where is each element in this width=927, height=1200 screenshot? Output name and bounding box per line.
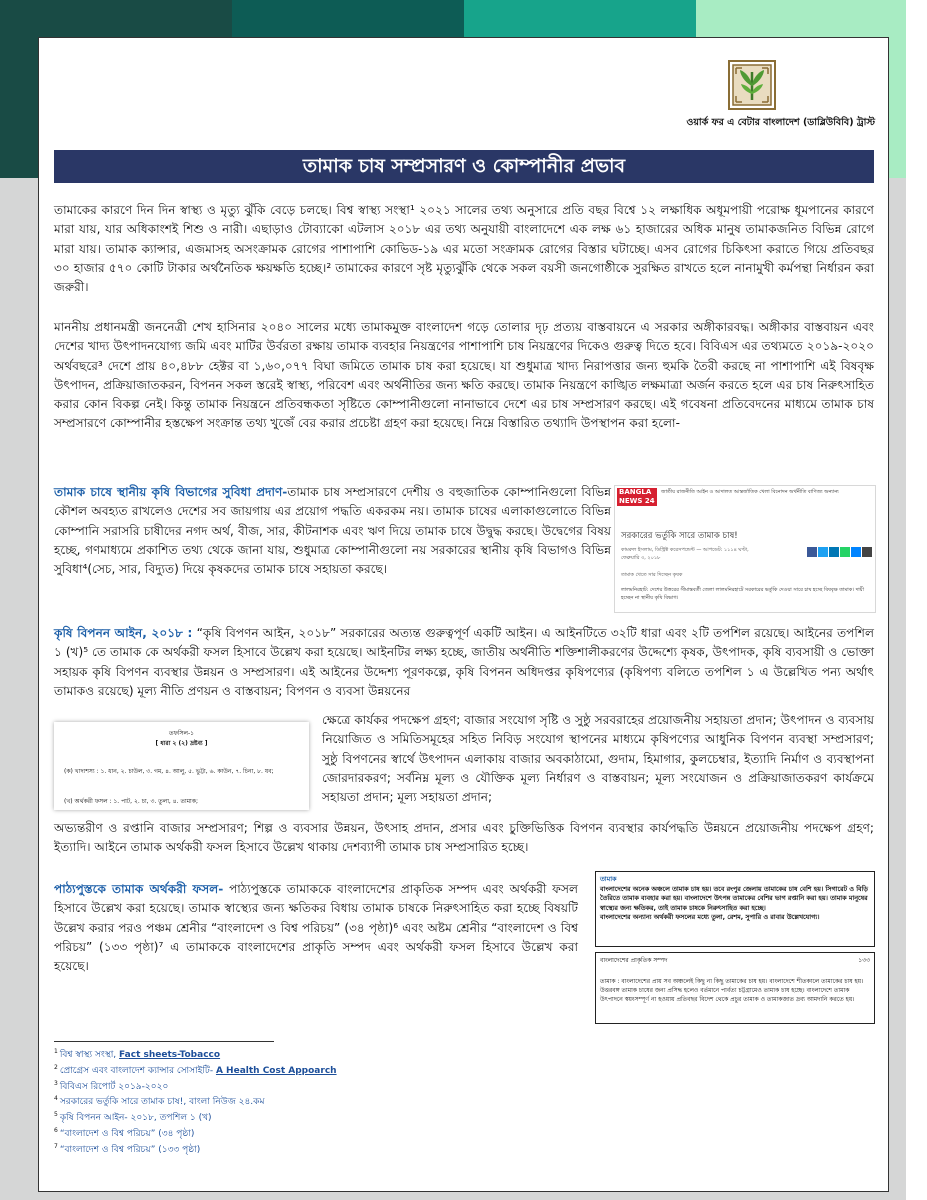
footnote: $^4$ সরকারের ভর্তুকি সারে তামাক চাষ!, বাংলা নিউজ ২৪.কম	[54, 1095, 265, 1108]
textbook-body: পাঠ্যপুস্তকে তামাককে বাংলাদেশের প্রাকৃতিক সম্পদ এবং অর্থকরী ফসল হিসাবে উল্লেখ করা হয়েছে। তামাক স্বাস্থ্যের জন্য ক্ষতিকর বিধায় তামাক চাষকে নিরুৎসাহিত করা হচ্ছে বিষয়টি উল্লেখ করার পরও পঞ্চম শ্রেনীর “বাংলাদেশ ও বিশ্ব পরিচয়” (৩৪ পৃষ্ঠা)⁶ এবং অষ্টম শ্রেনীর “বাংলাদেশ ও বিশ্ব পরিচয়” (১৩৩ পৃষ্ঠা)⁷ এ তামাককে বাংলাদেশের প্রাকৃতি সম্পদ এবং অর্থকরী ফসল হিসাবে উল্লেখ করা হয়েছে।	[54, 882, 579, 974]
footnote: $^6$ “বাংলাদেশ ও বিশ্ব পরিচয়” (৩৪ পৃষ্ঠা)	[54, 1126, 195, 1139]
agri-support-body: তামাক চাষ সম্প্রসারণে দেশীয় ও বহুজাতিক কোম্পানিগুলো বিভিন্ন কৌশল অবহ্যত রাখলেও দেশের সব জায়গায় এর প্রয়োগ পদ্ধতি একরকম নয়। তামাক চাষের এলাকাগুলোতে বিভিন্ন কোম্পানি সরাসরি চাষীদের নগদ অর্থ, বীজ, সার, কীটনাশক এবং ঋণ দিয়ে তামাক চাষে উদ্বুদ্ধ করছে। উদ্বেগের বিষয় হচ্ছে, গণমাধ্যমে প্রকাশিত তথ্য থেকে জানা যায়, শুধুমাত্র কোম্পানীগুলো নয় সরকারের স্থানীয় কৃষি বিভাগও বিভিন্ন সুবিধা⁴(সেচ, সার, বিদ্যুত) দিয়ে কৃষকদের তামাক চাষে সহায়তা করছে।	[54, 485, 611, 577]
linkedin-icon	[829, 547, 839, 557]
agri-support-heading: তামাক চাষে স্থানীয় কৃষি বিভাগের সুবিধা প্রদাণ-	[54, 485, 288, 499]
news-body-snippet: লালমনিরহাট: দেশের উত্তরের সীমান্তবর্তী জেলা লালমনিরহাটে সরকারের ভর্তুকি দেওয়া সারে চাষ হচ্ছে বিষবৃক্ষ তামাক। দায়ী হচ্ছেন না স্থানীয় কৃষি বিভাগ।	[621, 587, 865, 601]
share-icons	[807, 547, 873, 559]
schedule-row-cash-crop: (খ) অর্থকরী ফসল : ১. পাট, ২. চা, ৩. তুলা, ৪. তামাক;	[64, 798, 198, 805]
footnote: $^2$ প্রোগ্রেস এবং বাংলাদেশ ক্যান্সার সোসাইটি- A Health Cost Appoarch	[54, 1063, 337, 1076]
textbook-paragraph	[54, 880, 578, 976]
textbook-excerpt-title: তামাক	[600, 875, 617, 883]
textbook-excerpt-class5	[595, 871, 875, 947]
textbook-excerpt-class8	[595, 952, 875, 1024]
commitment-paragraph: মাননীয় প্রধানমন্ত্রী জননেত্রী শেখ হাসিনার ২০৪০ সালের মধ্যে তামাকমুক্ত বাংলাদেশ গড়ে তোলার দৃঢ় প্রত্যয় বাস্তবায়নে এ সরকার অঙ্গীকারবদ্ধ। অঙ্গীকার বাস্তবায়ন এবং দেশের খাদ্য উৎপাদনযোগ্য জমি এবং মাটির উর্বরতা রক্ষায় তামাক ব্যবহার নিয়ন্ত্রণের পাশাপাশি চাষ নিয়ন্ত্রণের দিকেও গুরুত্ব দিতে হবে। বিবিএস এর তথ্যমতে ২০১৯-২০২০ অর্থবছরে³ দেশে প্রায় ৪০,৪৮৮ হেক্টর বা ১,৬০,০৭৭ বিঘা জমিতে তামাক চাষ করা হয়েছে। যা শুধুমাত্র খাদ্য নিরাপত্তার জন্য হুমকি তৈরী করছে না পাশাপাশি এই বিষবৃক্ষ উৎপাদন, প্রক্রিয়াজাতকরন, বিপনন সকল স্তরেই স্বাস্থ্য, পরিবেশ এবং অর্থনীতির জন্য ক্ষতি করছে। তামাক নিয়ন্ত্রণে কাঙ্খিত লক্ষমাত্রা অর্জন করতে হলে এর চাষ নিরুৎসাহিত করার কোন বিকল্প নেই। কিন্তু তামাক নিয়ন্ত্রনে প্রতিবন্ধকতা সৃষ্টিতে কোম্পানীগুলো নানাভাবে দেশে এর চাষ সম্প্রসারণ করছে। এই গবেষনা প্রতিবেদনের মাধ্যমে তামাক চাষ সম্প্রসারণে কোম্পানীর হস্তক্ষেপ সংক্রান্ত তথ্য খুজেঁ বের করার প্রচেষ্টা গ্রহণ করা হয়েছে। নিম্নে বিস্তারিত তথ্যাদি উপস্থাপন করা হলো-	[54, 320, 874, 431]
textbook-excerpt-text2: বাংলাদেশের অন্যান্য অর্থকরী ফসলের মধ্যে তুলা, রেশম, সুপারি ও রাবার উল্লেখযোগ্য।	[600, 913, 820, 921]
wbb-logo-icon	[728, 60, 776, 110]
whatsapp-icon	[840, 547, 850, 557]
footnote-divider	[54, 1041, 274, 1042]
schedule-reference: [ ধারা ২ (২) দ্রষ্টব্য ]	[155, 740, 208, 747]
schedule-title: তফসিল-১	[168, 730, 195, 737]
intro-paragraph: তামাকের কারণে দিন দিন স্বাস্থ্য ও মৃত্যু ঝুঁকি বেড়ে চলছে। বিশ্ব স্বাস্থ্য সংস্থা¹ ২০২১ সালের তথ্য অনুসারে প্রতি বছর বিশ্বে ১২ লক্ষাধিক অধূমপায়ী পরোক্ষ ধূমপানের কারণে মারা যায়, যার অধিকাংশই শিশু ও নারী। এছাড়াও টোব্যাকো এটলাস ২০১৮ এর তথ্য অনুযায়ী বাংলাদেশে এক লক্ষ ৬১ হাজারের অধিক মানুষ তামাকজনিত বিভিন্ন রোগে মারা যায়। তামাক ক্যান্সার, এজমাসহ অসংক্রামক রোগের পাশাপাশি কোভিড-১৯ এর মতো সংক্রামক রোগের বিস্তার ঘটাচ্ছে। এসব রোগের চিকিৎসা করাতে গিয়ে প্রতিবছর ৩০ হাজার ৫৭০ কোটি টাকার অর্থনৈতিক ক্ষয়ক্ষতি হচ্ছে।² তামাকের কারণে সৃষ্ট মৃত্যুঝুঁকি থেকে সকল বয়সী জনগোষ্ঠীকে সুরক্ষিত রাখতে হলে নানামুখী কর্মপন্থা নির্ধারন করা জরুরী।	[54, 203, 874, 295]
news-menu: জাতীয় রাজনীতি আইন ও আদালত আন্তর্জাতিক খেলা বিনোদন অর্থনীতি বাণিজ্য অন্যান্য	[661, 489, 839, 495]
textbook-excerpt-text: বাংলাদেশের অনেক অঞ্চলে তামাক চাষ হয়। তবে রংপুর জেলায় তামাকের চাষ বেশি হয়। সিগারেট ও বিড়ি তৈরিতে তামাক ব্যবহার করা হয়। বাংলাদেশে উৎপন্ন তামাকের বেশির ভাগ রপ্তানি করা হয়। তামাক মানুষের স্বাস্থ্যের জন্য ক্ষতিকর, তাই তামাক চাষকে নিরুৎসাহিত করা হচ্ছে।	[600, 884, 868, 912]
footnote: $^3$ বিবিএস রিপোর্ট ২০১৯-২০২০	[54, 1079, 169, 1092]
print-icon	[862, 547, 872, 557]
page-title: তামাক চাষ সম্প্রসারণ ও কোম্পানীর প্রভাব	[54, 150, 874, 183]
textbook-heading: পাঠ্যপুস্তকে তামাক অর্থকরী ফসল-	[54, 882, 224, 896]
news-photo-caption: তামাক খেতে সার দিচ্ছেন কৃষক	[621, 572, 683, 578]
twitter-icon	[818, 547, 828, 557]
marketing-law-body-mid: ক্ষেত্রে কার্যকর পদক্ষেপ গ্রহণ; বাজার সংযোগ সৃষ্টি ও সুষ্ঠু সরবরাহের প্রয়োজনীয় সহায়তা প্রদান; উৎপাদন ও ব্যবসায় নিয়োজিত ও সমিতিসমূহের সহিত নিবিড় সংযোগ স্থাপনের মাধ্যমে কৃষিপণ্যের আধুনিক বিপণন ব্যবস্থা সম্প্রসারণ; সুষ্ঠু বিপণনের স্বার্থে উৎপাদন এলাকায় বাজার অবকাঠামো, গুদাম, হিমাগার, কুলচেম্বার, ইত্যাদি নির্মাণ ও ব্যবস্থাপনা জোরদারকরণ; সর্বনিম্ন মূল্য ও যৌক্তিক মূল্য নির্ধারণ ও বাস্তবায়ন; মূল্য সংযোজন ও প্রক্রিয়াজাতকরণ কার্যক্রমে সহায়তা প্রদান; মূল্য সহায়তা প্রদান;	[322, 713, 874, 805]
news-headline: সরকারের ভর্তুকি সারে তামাক চাষ!	[621, 531, 738, 541]
textbook-page-number: ১৩৩	[858, 957, 870, 964]
footnote: $^5$ কৃষি বিপনন আইন- ২০১৮, তপশিল ১ (খ)	[54, 1111, 212, 1124]
news-screenshot	[614, 485, 876, 613]
footnote: $^1$ বিশ্ব স্বাস্থ্য সংস্থা, Fact sheets-Tobacco	[54, 1048, 221, 1060]
marketing-law-heading: কৃষি বিপনন আইন, ২০১৮ :	[54, 626, 193, 640]
marketing-law-paragraph	[54, 624, 874, 701]
marketing-law-body-top: “কৃষি বিপণন আইন, ২০১৮” সরকারের অত্যন্ত গুরুত্বপূর্ণ একটি আইন। এ আইনটিতে ৩২টি ধারা এবং ২টি তপশিল রয়েছে। আইনের তপশিল ১ (খ)⁵ তে তামাক কে অর্থকরী ফসল হিসাবে উল্লেখ করা হয়েছে। আইনটির লক্ষ্য হচ্ছে, জাতীয় অর্থনীতি শক্তিশালীকরণের উদ্দেশ্যে কৃষক, উৎপাদক, কৃষি ব্যবসায়ী ও ভোক্তা সহায়ক কৃষি বিপণন ব্যবস্থার উন্নয়ন ও সম্প্রসারণ। এই আইনের উদ্দেশ্য পূরণকল্পে, কৃষি বিপনন অধিদপ্তর কৃষিপণ্যের (কৃষিপণ্য বলিতে তপশিল ১ এ উল্লেখিত পন্য অর্থাৎ তামাকও রয়েছে) মূল্য নীতি প্রণয়ন ও বাস্তবায়ন; বিপণন ও ব্যবসা উন্নয়নের	[54, 626, 874, 698]
textbook-page-header: বাংলাদেশের প্রাকৃতিক সম্পদ	[600, 957, 668, 964]
law-schedule-excerpt	[54, 722, 309, 810]
footnote: $^7$ “বাংলাদেশ ও বিশ্ব পরিচয়” (১৩৩ পৃষ্ঠা)	[54, 1142, 201, 1155]
messenger-icon	[851, 547, 861, 557]
footnotes	[54, 1046, 337, 1157]
facebook-icon	[807, 547, 817, 557]
news-meta: কামরুল ইসলাম, ডিস্ট্রিক্ট করেসপন্ডেন্ট — আপডেট: ১১১৪ ঘণ্টা, ফেব্রুয়ারি ৩, ২০১৮	[621, 547, 749, 561]
textbook-excerpt-body: তামাক : বাংলাদেশের প্রায় সব অঞ্চলেই কিছু না কিছু তামাকের চাষ হয়। বাংলাদেশে শীতকালে তামাকের চাষ হয়। উত্তরবঙ্গ তামাক চাষের জন্য প্রসিদ্ধ হলেও বর্তমানে পার্বত্য চট্টগ্রামেও তামাক চাষ হচ্ছে। বাংলাদেশে তামাক উৎপাদনে স্বয়ংসম্পূর্ণ না হওয়ায় প্রতিবছর বিদেশ থেকে প্রচুর তামাক ও তামাকজাত দ্রব্য আমদানি করতে হয়।	[600, 978, 864, 1003]
news-site-logo: BANGLA NEWS 24	[617, 488, 657, 506]
agri-support-paragraph	[54, 483, 611, 579]
organization-name: ওয়ার্ক ফর এ বেটার বাংলাদেশ (ডাব্লিউবিবি) ট্রাস্ট	[686, 117, 875, 128]
schedule-row-food: (ক) খাদ্যশস্য : ১. ধান, ২. চাউল, ৩. গম, ৪. আলু, ৫. ভুট্টা, ৬. কাউন, ৭. চিনা, ৮. যব;	[64, 768, 274, 775]
marketing-law-body-bottom: অভ্যন্তরীণ ও রপ্তানি বাজার সম্প্রসারণ; শিল্প ও ব্যবসার উন্নয়ন, উৎসাহ প্রদান, প্রসার এবং চুক্তিভিত্তিক বিপণন ব্যবস্থার কার্যপদ্ধতি উন্নয়নে প্রয়োজনীয় পদক্ষেপ গ্রহণ; ইত্যাদি। আইনে তামাক অর্থকরী ফসল হিসাবে উল্লেখ থাকায় দেশব্যাপী তামাক চাষ সম্প্রসারিত হচ্ছে।	[54, 821, 874, 855]
